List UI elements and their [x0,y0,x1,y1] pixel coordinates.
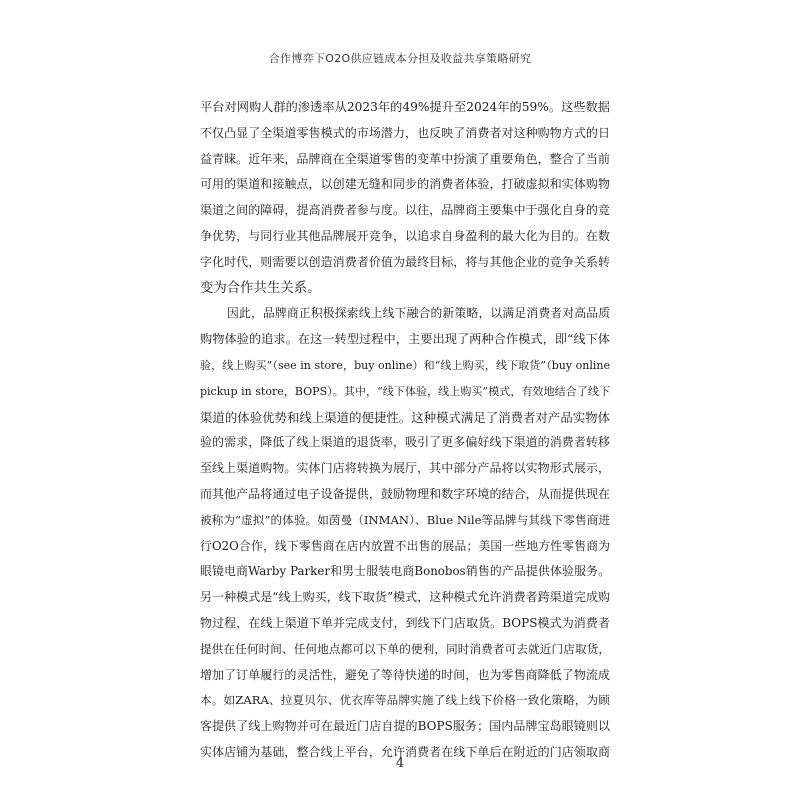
text-line: 可用的渠道和接触点，以创建无缝和同步的消费者体验，打破虚拟和实体购物 [200,177,610,192]
text-line: 字化时代，则需要以创造消费者价值为最终目标，将与其他企业的竞争关系转 [200,254,610,269]
text-line: 另一种模式是“线上购买，线下取货”模式，这种模式允许消费者跨渠道完成购 [200,590,610,605]
paragraph-end-line: 变为合作共生关系。 [200,280,321,296]
text-line: 客提供了线上购物并可在最近门店自提的BOPS服务；国内品牌宝岛眼镜则以 [200,719,610,734]
text-line: 平台对网购人群的渗透率从2023年的49%提升至2024年的59%。这些数据 [200,100,610,114]
text-line: 行O2O合作，线下零售商在店内放置不出售的展品；美国一些地方性零售商为 [200,538,610,553]
body-text [200,95,610,766]
text-line: 至线上渠道购物。实体门店将转换为展厅，其中部分产品将以实物形式展示， [200,461,610,476]
text-line: 眼镜电商Warby Parker和男士服装电商Bonobos销售的产品提供体验服务。 [200,564,610,579]
text-line: 购物体验的追求。在这一转型过程中，主要出现了两种合作模式，即“线下体 [200,332,610,347]
page-number: 4 [395,756,405,771]
text-line: 而其他产品将通过电子设备提供，鼓励物理和数字环境的结合，从而提供现在 [200,486,610,501]
text-line: 本。如ZARA、拉夏贝尔、优衣库等品牌实施了线上线下价格一致化策略，为顾 [200,693,610,708]
text-line: 渠道之间的障碍，提高消费者参与度。以往，品牌商主要集中于强化自身的竞 [200,203,610,218]
text-line: pickup in store，BOPS）。其中，“线下体验，线上购买”模式，有效地结合了线下 [200,384,610,398]
text-line: 被称为“虚拟”的体验。如茵曼（INMAN）、Blue Nile等品牌与其线下零售商进 [200,512,610,527]
text-line: 渠道的体验优势和线上渠道的便捷性。这种模式满足了消费者对产品实物体 [200,409,610,425]
text-line: 增加了订单履行的灵活性，避免了等待快递的时间，也为零售商降低了物流成 [200,667,610,682]
text-line: 物过程，在线上渠道下单并完成支付，到线下门店取货。BOPS模式为消费者 [200,615,610,630]
text-line: 实体店铺为基础，整合线上平台，允许消费者在线下单后在附近的门店领取商 [200,744,610,759]
text-line: 提供在任何时间、任何地点都可以下单的便利，同时消费者可去就近门店取货， [200,641,610,656]
text-line: 不仅凸显了全渠道零售模式的市场潜力，也反映了消费者对这种购物方式的日 [200,125,610,140]
text-line: 争优势，与同行业其他品牌展开竞争，以追求自身盈利的最大化为目的。在数 [200,228,610,243]
text-line: 验，线上购买”（see in store，buy online）和“线上购买，线下取货”（buy online [200,358,610,372]
text-line: 益青睐。近年来，品牌商在全渠道零售的变革中扮演了重要角色，整合了当前 [200,151,610,166]
text-line: 验的需求，降低了线上渠道的退货率，吸引了更多偏好线下渠道的消费者转移 [200,435,610,450]
running-header-title: 合作博弈下O2O供应链成本分担及收益共享策略研究 [268,52,532,65]
paragraph-start-line: 因此，品牌商正积极探索线上线下融合的新策略，以满足消费者对高品质 [227,306,610,321]
